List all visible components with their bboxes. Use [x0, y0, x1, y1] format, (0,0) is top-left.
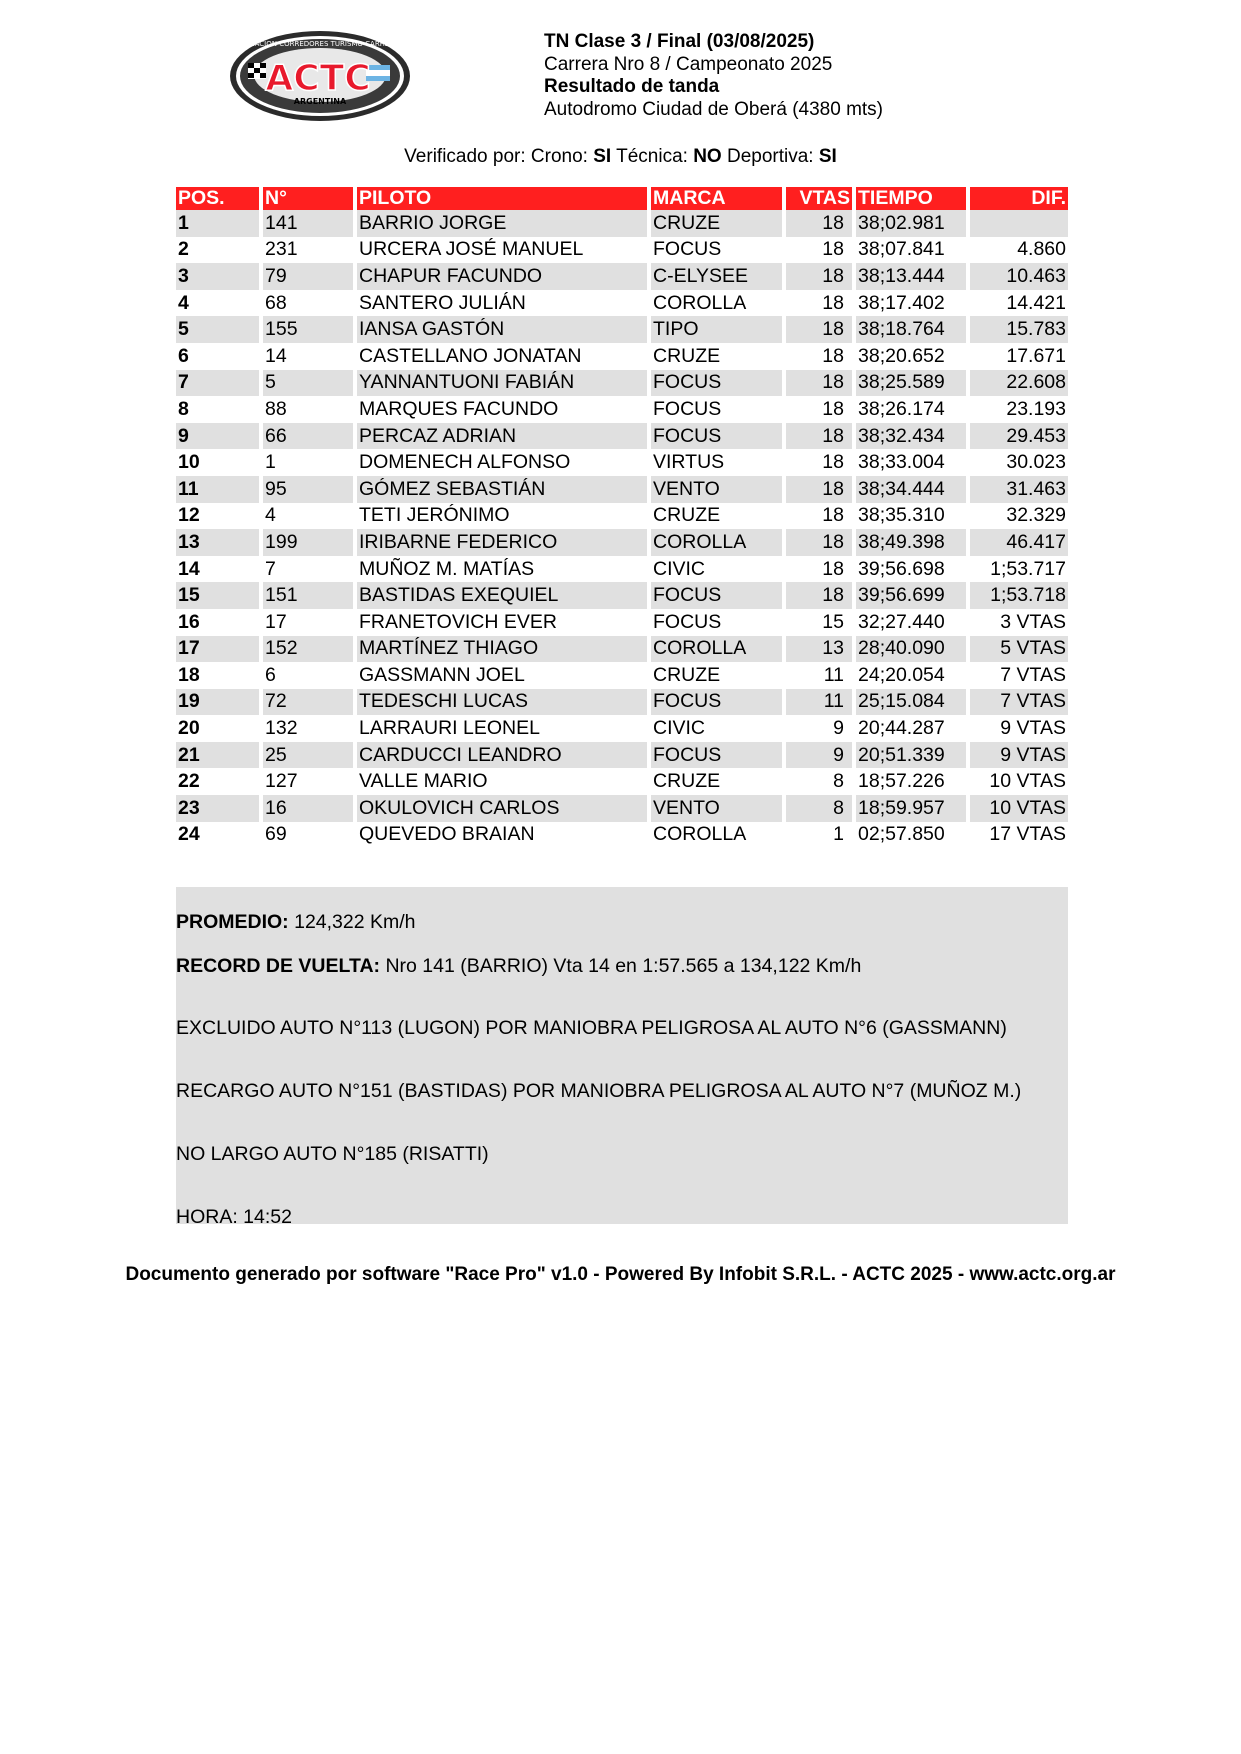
col-header-number: N°: [261, 187, 355, 210]
table-row: [176, 343, 1068, 370]
cell-vtas: 8: [784, 795, 854, 822]
cell-dif: 7 VTAS: [968, 689, 1068, 716]
cell-vtas: 18: [784, 210, 854, 237]
cell-marca: COROLLA: [649, 636, 784, 663]
cell-piloto: GASSMANN JOEL: [355, 662, 649, 689]
table-row: [176, 529, 1068, 556]
result-heading: Resultado de tanda: [544, 76, 720, 97]
cell-vtas: 1: [784, 822, 854, 849]
cell-piloto: BASTIDAS EXEQUIEL: [355, 582, 649, 609]
cell-marca: CIVIC: [649, 556, 784, 583]
cell-pos: 18: [176, 662, 261, 689]
cell-piloto: OKULOVICH CARLOS: [355, 795, 649, 822]
cell-marca: CRUZE: [649, 662, 784, 689]
table-row: [176, 237, 1068, 264]
note-no-start: NO LARGO AUTO N°185 (RISATTI): [176, 1143, 489, 1165]
cell-pos: 13: [176, 529, 261, 556]
cell-number: 155: [261, 316, 355, 343]
cell-tiempo: 28;40.090: [854, 636, 968, 663]
col-header-marca: MARCA: [649, 187, 784, 210]
cell-dif: 22.608: [968, 370, 1068, 397]
cell-tiempo: 38;34.444: [854, 476, 968, 503]
cell-marca: C-ELYSEE: [649, 263, 784, 290]
cell-number: 14: [261, 343, 355, 370]
cell-piloto: URCERA JOSÉ MANUEL: [355, 237, 649, 264]
table-row: [176, 715, 1068, 742]
cell-dif: 1;53.717: [990, 557, 1066, 580]
cell-dif: 17 VTAS: [989, 823, 1066, 846]
cell-vtas: 13: [784, 636, 854, 663]
cell-number: 72: [261, 689, 355, 716]
cell-pos: 10: [176, 449, 261, 476]
cell-dif: 17.671: [1006, 344, 1066, 367]
cell-marca: VENTO: [649, 476, 784, 503]
cell-marca: FOCUS: [649, 609, 784, 636]
cell-pos: 5: [176, 316, 261, 343]
cell-marca: CIVIC: [649, 715, 784, 742]
table-row: [176, 290, 1068, 317]
cell-piloto: GÓMEZ SEBASTIÁN: [355, 476, 649, 503]
cell-dif: 14.421: [1006, 291, 1066, 314]
svg-text:ASOCIACION CORREDORES TURISMO: ASOCIACION CORREDORES TURISMO CARRETERA: [232, 40, 408, 48]
cell-dif: 29.453: [968, 423, 1068, 450]
results-table: [176, 187, 1068, 848]
cell-vtas: 18: [784, 343, 854, 370]
cell-piloto: BARRIO JORGE: [355, 210, 649, 237]
event-title: TN Clase 3 / Final (03/08/2025): [544, 31, 815, 52]
cell-tiempo: 38;32.434: [854, 423, 968, 450]
cell-piloto: CASTELLANO JONATAN: [355, 343, 649, 370]
crono-status: SI: [593, 146, 612, 167]
cell-piloto: QUEVEDO BRAIAN: [355, 822, 649, 849]
cell-pos: 16: [176, 609, 261, 636]
table-row: [176, 423, 1068, 450]
cell-pos: 23: [176, 795, 261, 822]
cell-vtas: 11: [784, 662, 854, 689]
cell-dif: 10.463: [968, 263, 1068, 290]
cell-marca: CRUZE: [649, 210, 784, 237]
cell-tiempo: 24;20.054: [854, 662, 968, 689]
cell-number: 132: [261, 715, 355, 742]
cell-number: 69: [261, 822, 355, 849]
cell-marca: FOCUS: [649, 689, 784, 716]
cell-tiempo: 32;27.440: [854, 609, 968, 636]
svg-text:ARGENTINA: ARGENTINA: [293, 97, 347, 106]
cell-pos: 19: [176, 689, 261, 716]
cell-marca: COROLLA: [649, 290, 784, 317]
cell-pos: 24: [176, 822, 261, 849]
cell-number: 25: [261, 742, 355, 769]
cell-pos: 9: [176, 423, 261, 450]
cell-marca: VIRTUS: [649, 449, 784, 476]
cell-tiempo: 38;49.398: [854, 529, 968, 556]
cell-marca: FOCUS: [649, 742, 784, 769]
note-excluded: EXCLUIDO AUTO N°113 (LUGON) POR MANIOBRA PELIGROSA AL AUTO N°6 (GASSMANN): [176, 1017, 1007, 1039]
cell-number: 1: [261, 449, 355, 476]
cell-number: 16: [261, 795, 355, 822]
cell-pos: 4: [176, 290, 261, 317]
cell-tiempo: 38;35.310: [854, 503, 968, 530]
table-row: [176, 768, 1068, 795]
table-row: [176, 742, 1068, 769]
deportiva-status: SI: [818, 146, 837, 167]
cell-tiempo: 38;17.402: [854, 290, 968, 317]
cell-marca: FOCUS: [649, 396, 784, 423]
table-row: [176, 822, 1068, 849]
table-row: [176, 689, 1068, 716]
document-header: [544, 31, 883, 121]
cell-vtas: 18: [784, 290, 854, 317]
race-notes: [176, 887, 1068, 1228]
cell-marca: COROLLA: [649, 529, 784, 556]
table-row: [176, 370, 1068, 397]
race-number: Carrera Nro 8 / Campeonato 2025: [544, 53, 833, 75]
cell-tiempo: 39;56.699: [854, 582, 968, 609]
cell-piloto: IANSA GASTÓN: [355, 316, 649, 343]
cell-number: 95: [261, 476, 355, 503]
cell-vtas: 15: [784, 609, 854, 636]
cell-tiempo: 38;07.841: [854, 237, 968, 264]
cell-dif: 3 VTAS: [1000, 610, 1066, 633]
cell-marca: FOCUS: [649, 370, 784, 397]
cell-tiempo: 38;25.589: [854, 370, 968, 397]
record-value: Nro 141 (BARRIO) Vta 14 en 1:57.565 a 134,122 Km/h: [385, 955, 862, 977]
cell-tiempo: 38;02.981: [854, 210, 968, 237]
cell-marca: VENTO: [649, 795, 784, 822]
cell-vtas: 18: [784, 449, 854, 476]
cell-vtas: 18: [784, 263, 854, 290]
cell-number: 7: [261, 556, 355, 583]
cell-dif: 15.783: [968, 316, 1068, 343]
cell-pos: 6: [176, 343, 261, 370]
cell-vtas: 9: [784, 715, 854, 742]
cell-marca: COROLLA: [649, 822, 784, 849]
cell-dif: 32.329: [1006, 504, 1066, 527]
cell-piloto: YANNANTUONI FABIÁN: [355, 370, 649, 397]
cell-number: 17: [261, 609, 355, 636]
table-row: [176, 636, 1068, 663]
cell-piloto: IRIBARNE FEDERICO: [355, 529, 649, 556]
table-row: [176, 210, 1068, 237]
promedio-line: PROMEDIO: 124,322 Km/h: [176, 911, 416, 933]
cell-pos: 14: [176, 556, 261, 583]
cell-piloto: TETI JERÓNIMO: [355, 503, 649, 530]
cell-pos: 15: [176, 582, 261, 609]
circuit-name: Autodromo Ciudad de Oberá (4380 mts): [544, 98, 884, 120]
cell-pos: 21: [176, 742, 261, 769]
cell-piloto: DOMENECH ALFONSO: [355, 449, 649, 476]
cell-dif: 23.193: [1006, 397, 1066, 420]
cell-pos: 11: [176, 476, 261, 503]
cell-piloto: VALLE MARIO: [355, 768, 649, 795]
cell-piloto: TEDESCHI LUCAS: [355, 689, 649, 716]
table-row: [176, 476, 1068, 503]
cell-dif: 1;53.718: [968, 582, 1068, 609]
cell-tiempo: 38;13.444: [854, 263, 968, 290]
cell-number: 6: [261, 662, 355, 689]
cell-dif: 7 VTAS: [1000, 663, 1066, 686]
cell-tiempo: 25;15.084: [854, 689, 968, 716]
cell-number: 231: [261, 237, 355, 264]
cell-dif: 31.463: [968, 476, 1068, 503]
cell-number: 4: [261, 503, 355, 530]
note-hora: HORA: 14:52: [176, 1206, 292, 1228]
cell-dif: 46.417: [968, 529, 1068, 556]
cell-marca: FOCUS: [649, 423, 784, 450]
cell-number: 5: [261, 370, 355, 397]
cell-piloto: MARQUES FACUNDO: [355, 396, 649, 423]
note-penalty: RECARGO AUTO N°151 (BASTIDAS) POR MANIOBRA PELIGROSA AL AUTO N°7 (MUÑOZ M.): [176, 1080, 1022, 1102]
cell-pos: 3: [176, 263, 261, 290]
cell-tiempo: 38;33.004: [854, 449, 968, 476]
cell-dif: 9 VTAS: [968, 742, 1068, 769]
cell-dif: 30.023: [1006, 451, 1066, 474]
cell-pos: 1: [176, 210, 261, 237]
cell-piloto: MUÑOZ M. MATÍAS: [355, 556, 649, 583]
cell-piloto: CARDUCCI LEANDRO: [355, 742, 649, 769]
col-header-pos: POS.: [176, 187, 261, 210]
table-row: [176, 582, 1068, 609]
cell-tiempo: 38;26.174: [854, 396, 968, 423]
cell-number: 141: [261, 210, 355, 237]
svg-text:ACTC: ACTC: [265, 58, 371, 99]
cell-vtas: 18: [784, 529, 854, 556]
results-body: [176, 210, 1068, 848]
record-line: RECORD DE VUELTA: Nro 141 (BARRIO) Vta 14 en 1:57.565 a 134,122 Km/h: [176, 955, 862, 977]
cell-piloto: CHAPUR FACUNDO: [355, 263, 649, 290]
cell-vtas: 9: [784, 742, 854, 769]
cell-vtas: 11: [784, 689, 854, 716]
cell-number: 127: [261, 768, 355, 795]
cell-number: 151: [261, 582, 355, 609]
cell-number: 79: [261, 263, 355, 290]
cell-number: 68: [261, 290, 355, 317]
table-row: [176, 503, 1068, 530]
cell-piloto: FRANETOVICH EVER: [355, 609, 649, 636]
cell-pos: 12: [176, 503, 261, 530]
cell-pos: 2: [176, 237, 261, 264]
cell-number: 66: [261, 423, 355, 450]
cell-dif: 9 VTAS: [1000, 717, 1066, 740]
cell-vtas: 18: [784, 370, 854, 397]
cell-pos: 22: [176, 768, 261, 795]
cell-pos: 17: [176, 636, 261, 663]
cell-tiempo: 02;57.850: [854, 822, 968, 849]
cell-dif: 10 VTAS: [968, 795, 1068, 822]
cell-marca: FOCUS: [649, 237, 784, 264]
col-header-piloto: PILOTO: [355, 187, 649, 210]
cell-piloto: SANTERO JULIÁN: [355, 290, 649, 317]
tecnica-status: NO: [693, 146, 722, 167]
cell-vtas: 18: [784, 503, 854, 530]
cell-dif: 5 VTAS: [968, 636, 1068, 663]
table-row: [176, 396, 1068, 423]
cell-tiempo: 38;20.652: [854, 343, 968, 370]
table-header-row: [176, 187, 1068, 210]
table-row: [176, 263, 1068, 290]
table-row: [176, 556, 1068, 583]
cell-tiempo: 39;56.698: [854, 556, 968, 583]
cell-tiempo: 20;51.339: [854, 742, 968, 769]
col-header-dif: DIF.: [968, 187, 1068, 210]
cell-vtas: 18: [784, 316, 854, 343]
cell-marca: CRUZE: [649, 768, 784, 795]
cell-piloto: MARTÍNEZ THIAGO: [355, 636, 649, 663]
col-header-vtas: VTAS: [784, 187, 854, 210]
cell-marca: CRUZE: [649, 343, 784, 370]
cell-pos: 8: [176, 396, 261, 423]
cell-number: 152: [261, 636, 355, 663]
cell-pos: 7: [176, 370, 261, 397]
cell-piloto: LARRAURI LEONEL: [355, 715, 649, 742]
verification-line: Verificado por: Crono: SI Técnica: NO Deportiva: SI: [404, 146, 837, 167]
table-row: [176, 316, 1068, 343]
promedio-value: 124,322 Km/h: [294, 911, 416, 933]
cell-vtas: 18: [784, 476, 854, 503]
cell-tiempo: 18;57.226: [854, 768, 968, 795]
cell-dif: 10 VTAS: [989, 770, 1066, 793]
cell-number: 199: [261, 529, 355, 556]
cell-marca: CRUZE: [649, 503, 784, 530]
cell-vtas: 18: [784, 423, 854, 450]
table-row: [176, 449, 1068, 476]
cell-marca: FOCUS: [649, 582, 784, 609]
cell-vtas: 18: [784, 556, 854, 583]
cell-tiempo: 38;18.764: [854, 316, 968, 343]
cell-marca: TIPO: [649, 316, 784, 343]
table-row: [176, 609, 1068, 636]
cell-number: 88: [261, 396, 355, 423]
cell-pos: 20: [176, 715, 261, 742]
cell-dif: [968, 210, 1068, 237]
table-row: [176, 662, 1068, 689]
cell-tiempo: 20;44.287: [854, 715, 968, 742]
cell-dif: 4.860: [1017, 238, 1066, 261]
table-row: [176, 795, 1068, 822]
cell-vtas: 18: [784, 396, 854, 423]
actc-logo: [228, 28, 412, 124]
document-footer: Documento generado por software "Race Pro" v1.0 - Powered By Infobit S.R.L. - ACTC 2025 - www.actc.org.ar: [125, 1264, 1116, 1285]
col-header-tiempo: TIEMPO: [854, 187, 968, 210]
cell-vtas: 18: [784, 237, 854, 264]
cell-vtas: 18: [784, 582, 854, 609]
cell-vtas: 8: [784, 768, 854, 795]
cell-tiempo: 18;59.957: [854, 795, 968, 822]
cell-piloto: PERCAZ ADRIAN: [355, 423, 649, 450]
